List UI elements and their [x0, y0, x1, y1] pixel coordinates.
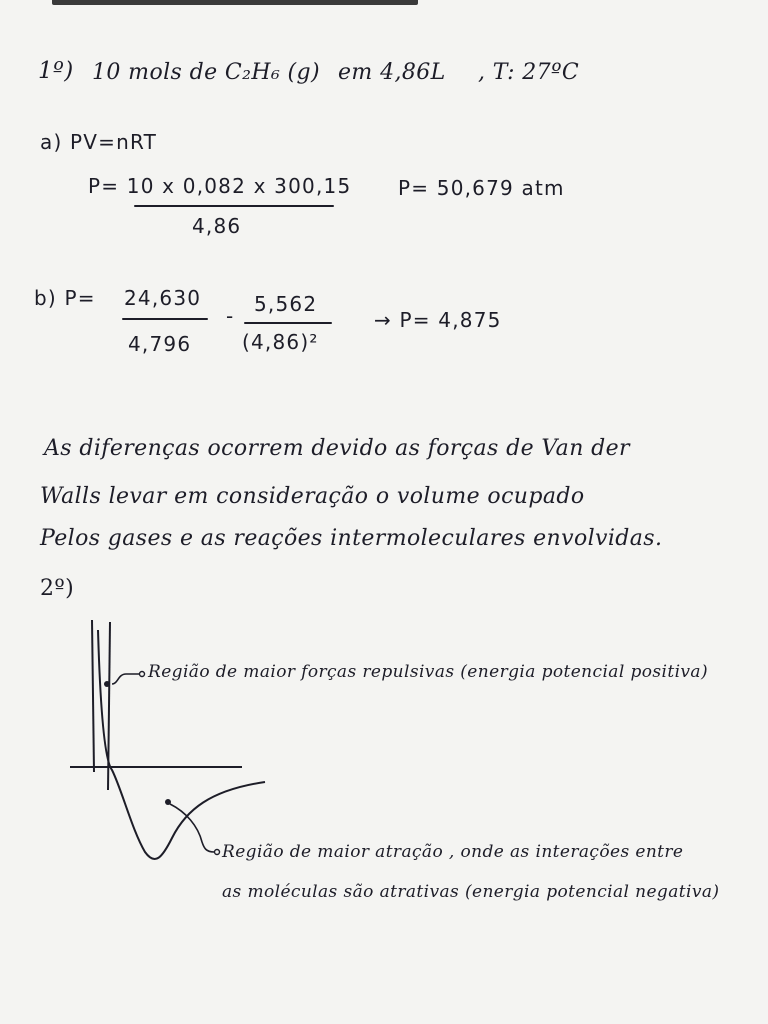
item-a-denominator: 4,86 — [192, 214, 242, 238]
item-b-numerator-1: 24,630 — [124, 286, 202, 310]
q1-volume: em 4,86L — [338, 60, 446, 85]
item-b-denominator-1: 4,796 — [128, 332, 192, 356]
annotation-repulsive: Região de maior forças repulsivas (energia potencial positiva) — [148, 662, 708, 682]
q1-statement: 10 mols de C₂H₆ (g) — [92, 60, 321, 85]
repulsive-arrow — [112, 674, 140, 684]
item-a-numerator: P= 10 x 0,082 x 300,15 — [88, 174, 352, 198]
explanation-line-2: Walls levar em consideração o volume ocupado — [40, 484, 585, 509]
annotation-attractive-line-1: Região de maior atração , onde as interações entre — [222, 842, 684, 862]
q1-number: 1º) — [38, 58, 74, 84]
item-b-label: b) P= — [34, 286, 96, 310]
q2-number: 2º) — [40, 576, 75, 601]
item-b-minus: - — [226, 304, 235, 328]
y-axis-line — [92, 620, 94, 772]
repulsive-region-dot — [104, 681, 110, 687]
annotation-attractive-line-2: as moléculas são atrativas (energia potencial negativa) — [222, 882, 720, 902]
repulsive-arrow-tip — [140, 672, 145, 677]
item-b-result: → P= 4,875 — [374, 308, 502, 332]
attractive-arrow-tip — [215, 850, 220, 855]
explanation-line-3: Pelos gases e as reações intermoleculares envolvidas. — [40, 526, 663, 551]
item-a-result: P= 50,679 atm — [398, 176, 565, 200]
explanation-line-1: As diferenças ocorrem devido as forças de Van der — [44, 436, 630, 461]
item-a-label: a) PV=nRT — [40, 130, 158, 154]
item-b-numerator-2: 5,562 — [254, 292, 318, 316]
item-b-denominator-2: (4,86)² — [242, 330, 319, 354]
q1-temperature: , T: 27ºC — [478, 60, 580, 85]
